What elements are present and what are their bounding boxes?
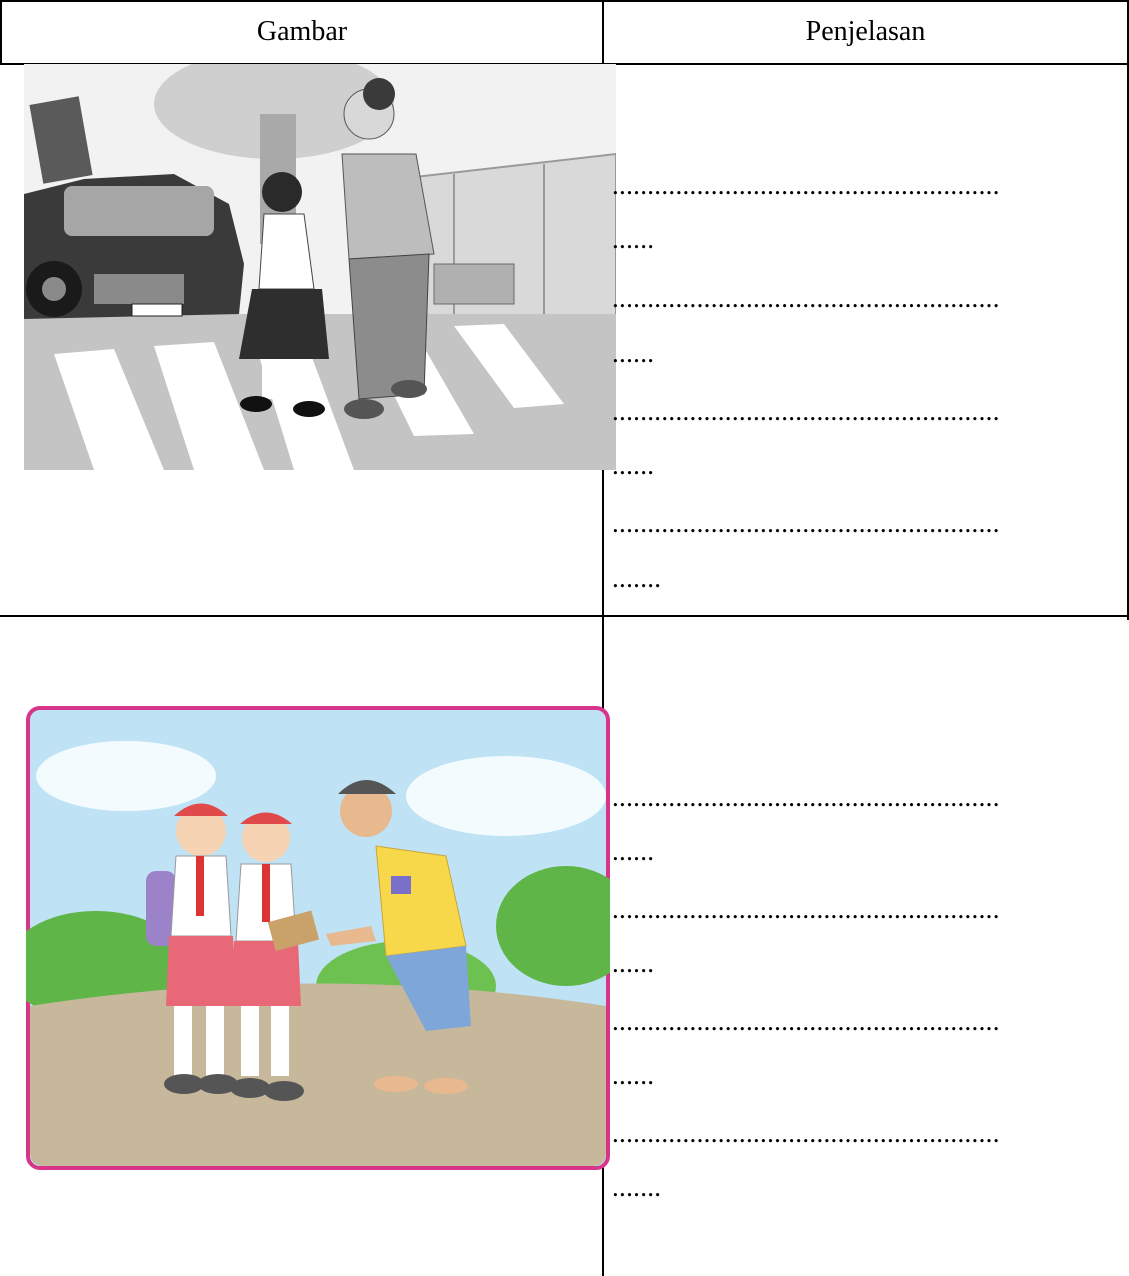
answer-line: ....................................................... [612, 396, 1000, 426]
answer-line: ....................................................... [612, 170, 1000, 200]
crossing-street-picture [24, 64, 616, 470]
grandmother-crossing-street-illustration-icon [24, 64, 616, 470]
answer-line: ...... [612, 224, 655, 254]
answer-line: ....................................................... [612, 1006, 1000, 1036]
header-penjelasan-label: Penjelasan [805, 16, 926, 47]
row1-answer-lines [612, 170, 1122, 610]
answer-line: ...... [612, 450, 655, 480]
header-penjelasan [604, 0, 1127, 64]
answer-line: ...... [612, 948, 655, 978]
answer-line: ....... [612, 563, 662, 593]
answer-line: ....................................................... [612, 782, 1000, 812]
answer-line: ...... [612, 836, 655, 866]
row-divider [0, 615, 1129, 617]
helping-poor-man-picture [26, 706, 610, 1170]
answer-line: ....................................................... [612, 1118, 1000, 1148]
row2-answer-lines [612, 782, 1122, 1222]
answer-line: ...... [612, 338, 655, 368]
answer-line: ....... [612, 1172, 662, 1202]
answer-line: ....................................................... [612, 283, 1000, 313]
header-gambar [2, 0, 602, 64]
answer-line: ....................................................... [612, 894, 1000, 924]
answer-line: ....................................................... [612, 508, 1000, 538]
students-giving-to-poor-man-illustration-icon [26, 706, 610, 1170]
header-gambar-label: Gambar [256, 16, 348, 47]
answer-line: ...... [612, 1060, 655, 1090]
